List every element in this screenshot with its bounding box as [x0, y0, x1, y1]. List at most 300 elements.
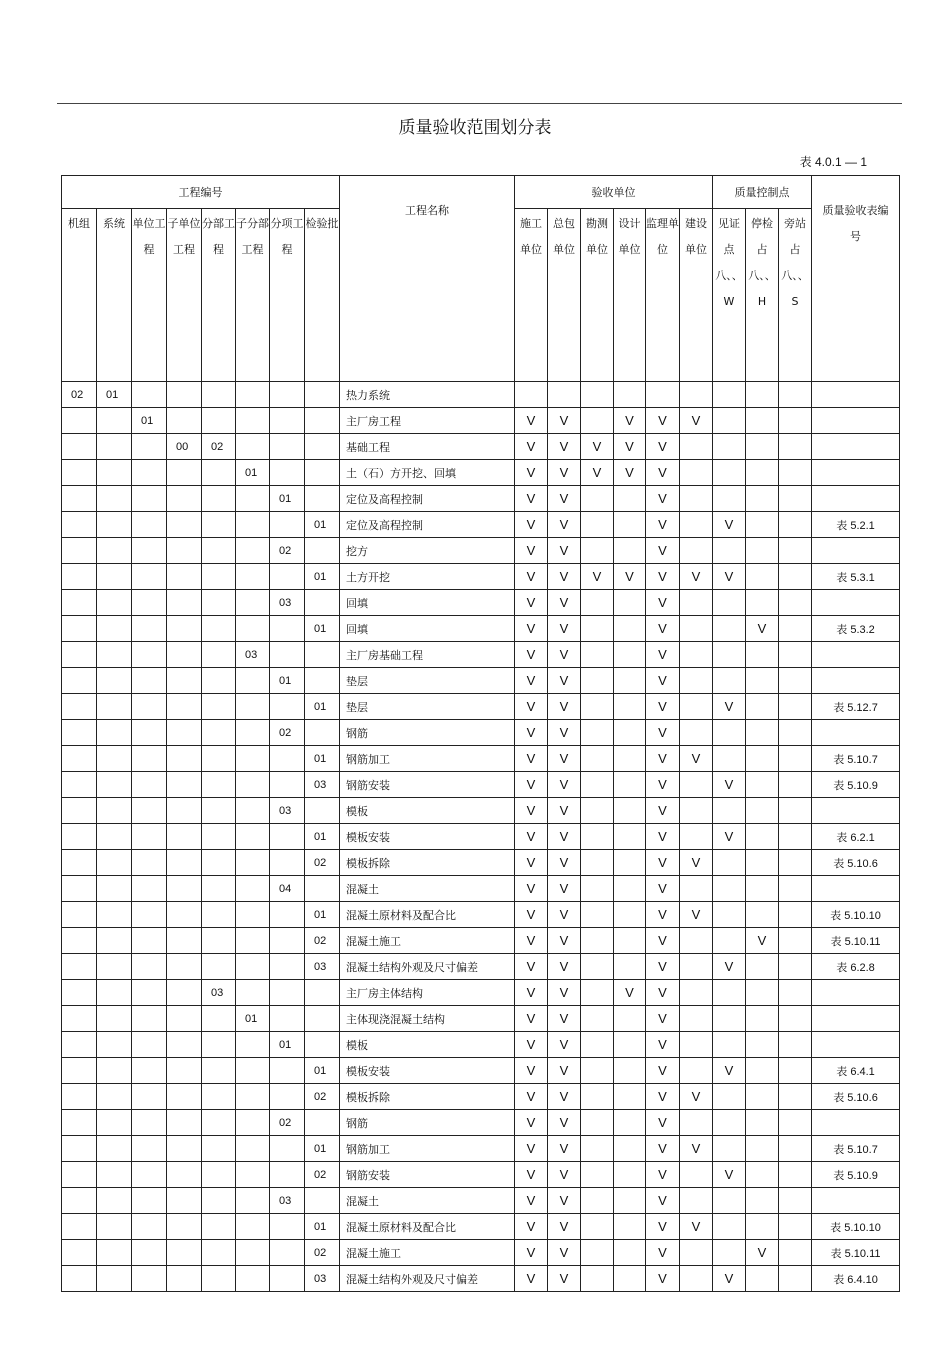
code-cell-item: 02 — [270, 538, 305, 564]
code-cell-sub-part — [236, 512, 270, 538]
form-number-cell — [812, 668, 900, 694]
table-row — [62, 746, 900, 772]
code-cell-sub-part — [236, 694, 270, 720]
table-row — [62, 1188, 900, 1214]
code-cell-system — [97, 954, 132, 980]
code-cell-unit-project — [132, 824, 167, 850]
code-cell-part — [202, 798, 236, 824]
code-cell-sub-unit — [167, 538, 202, 564]
project-name-cell: 回填 — [340, 616, 515, 642]
check-cell-owner — [680, 590, 713, 616]
check-cell-witness — [713, 486, 746, 512]
code-cell-system — [97, 434, 132, 460]
code-cell-unit-project — [132, 434, 167, 460]
check-cell-witness — [713, 590, 746, 616]
check-cell-owner — [680, 460, 713, 486]
form-number-cell: 表 5.10.6 — [812, 850, 900, 876]
check-cell-construction: V — [515, 824, 548, 850]
code-cell-sub-unit — [167, 980, 202, 1006]
code-cell-sub-unit — [167, 1188, 202, 1214]
form-number-cell — [812, 642, 900, 668]
check-cell-hold: V — [746, 1240, 779, 1266]
table-row — [62, 798, 900, 824]
check-cell-survey — [581, 1240, 614, 1266]
check-cell-survey — [581, 512, 614, 538]
project-name-cell: 混凝土原材料及配合比 — [340, 1214, 515, 1240]
code-cell-system — [97, 642, 132, 668]
check-cell-owner — [680, 824, 713, 850]
check-cell-general-contractor: V — [548, 980, 581, 1006]
project-name-cell: 混凝土原材料及配合比 — [340, 902, 515, 928]
check-cell-hold — [746, 772, 779, 798]
code-cell-unit-project — [132, 772, 167, 798]
check-cell-witness — [713, 408, 746, 434]
form-number-cell: 表 5.10.11 — [812, 1240, 900, 1266]
check-cell-owner — [680, 876, 713, 902]
check-cell-owner — [680, 720, 713, 746]
header-general-contractor: 总包单位 — [548, 209, 581, 382]
code-cell-unit-project — [132, 564, 167, 590]
code-cell-unit — [62, 850, 97, 876]
check-cell-owner — [680, 486, 713, 512]
code-cell-item — [270, 746, 305, 772]
check-cell-standby — [779, 1006, 812, 1032]
code-cell-part — [202, 772, 236, 798]
code-cell-unit — [62, 1032, 97, 1058]
check-cell-construction: V — [515, 902, 548, 928]
check-cell-construction: V — [515, 408, 548, 434]
check-cell-construction — [515, 382, 548, 408]
code-cell-unit — [62, 434, 97, 460]
check-cell-construction: V — [515, 486, 548, 512]
project-name-cell: 定位及高程控制 — [340, 512, 515, 538]
check-cell-witness: V — [713, 772, 746, 798]
check-cell-design — [614, 928, 646, 954]
check-cell-owner — [680, 1240, 713, 1266]
code-cell-unit — [62, 538, 97, 564]
check-cell-hold — [746, 876, 779, 902]
check-cell-general-contractor: V — [548, 694, 581, 720]
code-cell-part — [202, 1084, 236, 1110]
check-cell-supervision: V — [646, 434, 680, 460]
code-cell-sub-part — [236, 902, 270, 928]
check-cell-construction: V — [515, 1214, 548, 1240]
check-cell-standby — [779, 538, 812, 564]
code-cell-sub-unit — [167, 564, 202, 590]
code-cell-item — [270, 928, 305, 954]
code-cell-lot: 01 — [305, 1214, 340, 1240]
check-cell-hold — [746, 564, 779, 590]
code-cell-sub-part — [236, 1136, 270, 1162]
header-unit-project: 单位工程 — [132, 209, 167, 382]
check-cell-owner — [680, 772, 713, 798]
check-cell-standby — [779, 1266, 812, 1292]
header-item-project: 分项工程 — [270, 209, 305, 382]
check-cell-design — [614, 1214, 646, 1240]
code-cell-unit-project — [132, 1084, 167, 1110]
code-cell-unit — [62, 1084, 97, 1110]
check-cell-owner: V — [680, 1136, 713, 1162]
check-cell-survey — [581, 1266, 614, 1292]
code-cell-lot — [305, 980, 340, 1006]
code-cell-unit — [62, 954, 97, 980]
table-row — [62, 616, 900, 642]
code-cell-sub-part — [236, 486, 270, 512]
check-cell-standby — [779, 1188, 812, 1214]
form-number-cell: 表 5.10.7 — [812, 1136, 900, 1162]
code-cell-unit — [62, 616, 97, 642]
header-supervision-unit: 监理单位 — [646, 209, 680, 382]
check-cell-hold — [746, 408, 779, 434]
check-cell-supervision: V — [646, 460, 680, 486]
check-cell-general-contractor: V — [548, 902, 581, 928]
header-acceptance-units: 验收单位 — [515, 176, 713, 209]
check-cell-hold — [746, 1110, 779, 1136]
check-cell-construction: V — [515, 746, 548, 772]
check-cell-survey — [581, 1214, 614, 1240]
check-cell-survey — [581, 694, 614, 720]
check-cell-design: V — [614, 980, 646, 1006]
check-cell-witness: V — [713, 1266, 746, 1292]
project-name-cell: 模板安装 — [340, 1058, 515, 1084]
table-row — [62, 1058, 900, 1084]
check-cell-standby — [779, 486, 812, 512]
code-cell-sub-part — [236, 1214, 270, 1240]
code-cell-unit-project — [132, 382, 167, 408]
check-cell-owner — [680, 616, 713, 642]
code-cell-item — [270, 1266, 305, 1292]
check-cell-construction: V — [515, 538, 548, 564]
code-cell-sub-part: 01 — [236, 460, 270, 486]
form-number-cell — [812, 382, 900, 408]
form-number-cell — [812, 590, 900, 616]
check-cell-general-contractor: V — [548, 772, 581, 798]
code-cell-lot: 01 — [305, 824, 340, 850]
check-cell-construction: V — [515, 850, 548, 876]
code-cell-item — [270, 980, 305, 1006]
check-cell-standby — [779, 694, 812, 720]
acceptance-scope-table — [61, 175, 900, 1292]
check-cell-general-contractor: V — [548, 642, 581, 668]
form-number-cell: 表 5.10.9 — [812, 772, 900, 798]
code-cell-unit — [62, 980, 97, 1006]
check-cell-owner — [680, 1006, 713, 1032]
code-cell-item — [270, 616, 305, 642]
code-cell-item: 01 — [270, 486, 305, 512]
code-cell-unit — [62, 590, 97, 616]
table-row — [62, 720, 900, 746]
code-cell-system — [97, 616, 132, 642]
check-cell-construction: V — [515, 980, 548, 1006]
code-cell-unit — [62, 1006, 97, 1032]
code-cell-lot: 01 — [305, 1058, 340, 1084]
code-cell-sub-part — [236, 382, 270, 408]
check-cell-owner — [680, 1188, 713, 1214]
code-cell-sub-part — [236, 1240, 270, 1266]
table-row — [62, 694, 900, 720]
code-cell-lot — [305, 460, 340, 486]
code-cell-lot — [305, 1032, 340, 1058]
check-cell-hold — [746, 1058, 779, 1084]
code-cell-system — [97, 1240, 132, 1266]
check-cell-hold — [746, 486, 779, 512]
check-cell-witness — [713, 460, 746, 486]
check-cell-general-contractor: V — [548, 434, 581, 460]
check-cell-owner — [680, 798, 713, 824]
code-cell-item — [270, 1084, 305, 1110]
project-name-cell: 土（石）方开挖、回填 — [340, 460, 515, 486]
code-cell-sub-unit — [167, 1110, 202, 1136]
check-cell-design — [614, 902, 646, 928]
check-cell-construction: V — [515, 1188, 548, 1214]
code-cell-unit-project — [132, 590, 167, 616]
code-cell-sub-unit — [167, 642, 202, 668]
code-cell-item — [270, 382, 305, 408]
check-cell-standby — [779, 1110, 812, 1136]
code-cell-unit-project — [132, 876, 167, 902]
code-cell-lot — [305, 434, 340, 460]
code-cell-part — [202, 512, 236, 538]
code-cell-sub-unit — [167, 512, 202, 538]
code-cell-system — [97, 980, 132, 1006]
check-cell-design — [614, 1240, 646, 1266]
check-cell-supervision: V — [646, 1188, 680, 1214]
code-cell-sub-part — [236, 1188, 270, 1214]
check-cell-standby — [779, 460, 812, 486]
table-row — [62, 564, 900, 590]
code-cell-lot — [305, 642, 340, 668]
form-number-cell: 表 5.2.1 — [812, 512, 900, 538]
code-cell-unit-project: 01 — [132, 408, 167, 434]
check-cell-witness — [713, 1240, 746, 1266]
code-cell-item — [270, 642, 305, 668]
code-cell-unit — [62, 1162, 97, 1188]
table-row — [62, 486, 900, 512]
code-cell-unit — [62, 772, 97, 798]
check-cell-supervision: V — [646, 720, 680, 746]
check-cell-standby — [779, 408, 812, 434]
code-cell-lot — [305, 538, 340, 564]
header-design-unit: 设计单位 — [614, 209, 646, 382]
code-cell-sub-part — [236, 1110, 270, 1136]
code-cell-item: 02 — [270, 1110, 305, 1136]
code-cell-part — [202, 1058, 236, 1084]
check-cell-construction: V — [515, 590, 548, 616]
header-standby-point: 旁站占八、、S — [779, 209, 812, 382]
check-cell-witness — [713, 668, 746, 694]
form-number-cell: 表 5.10.11 — [812, 928, 900, 954]
check-cell-design — [614, 668, 646, 694]
check-cell-supervision: V — [646, 538, 680, 564]
check-cell-survey — [581, 902, 614, 928]
check-cell-witness — [713, 928, 746, 954]
check-cell-standby — [779, 954, 812, 980]
check-cell-witness — [713, 1084, 746, 1110]
check-cell-hold — [746, 460, 779, 486]
project-name-cell: 回填 — [340, 590, 515, 616]
code-cell-unit: 02 — [62, 382, 97, 408]
check-cell-supervision: V — [646, 1240, 680, 1266]
header-construction-unit: 施工单位 — [515, 209, 548, 382]
code-cell-lot — [305, 408, 340, 434]
code-cell-system — [97, 902, 132, 928]
code-cell-sub-unit — [167, 1162, 202, 1188]
code-cell-unit — [62, 798, 97, 824]
form-number-cell — [812, 1032, 900, 1058]
check-cell-witness: V — [713, 954, 746, 980]
header-unit: 机组 — [62, 209, 97, 382]
header-system: 系统 — [97, 209, 132, 382]
check-cell-standby — [779, 1084, 812, 1110]
code-cell-sub-part — [236, 720, 270, 746]
code-cell-item — [270, 1240, 305, 1266]
code-cell-sub-part — [236, 850, 270, 876]
check-cell-supervision: V — [646, 668, 680, 694]
form-number-cell — [812, 798, 900, 824]
code-cell-sub-unit — [167, 486, 202, 512]
header-project-name: 工程名称 — [340, 176, 515, 382]
form-number-cell: 表 5.12.7 — [812, 694, 900, 720]
check-cell-design — [614, 876, 646, 902]
check-cell-survey — [581, 408, 614, 434]
check-cell-hold — [746, 590, 779, 616]
check-cell-construction: V — [515, 772, 548, 798]
code-cell-part — [202, 1188, 236, 1214]
check-cell-design — [614, 1032, 646, 1058]
code-cell-unit — [62, 1058, 97, 1084]
check-cell-survey: V — [581, 460, 614, 486]
code-cell-system — [97, 1032, 132, 1058]
code-cell-part — [202, 824, 236, 850]
code-cell-sub-part — [236, 1058, 270, 1084]
table-row — [62, 1006, 900, 1032]
header-owner-unit: 建设单位 — [680, 209, 713, 382]
project-name-cell: 主厂房主体结构 — [340, 980, 515, 1006]
code-cell-unit-project — [132, 902, 167, 928]
code-cell-system — [97, 1110, 132, 1136]
code-cell-sub-unit — [167, 1266, 202, 1292]
code-cell-lot — [305, 798, 340, 824]
check-cell-standby — [779, 850, 812, 876]
check-cell-witness: V — [713, 824, 746, 850]
check-cell-general-contractor: V — [548, 668, 581, 694]
code-cell-unit-project — [132, 1266, 167, 1292]
check-cell-design — [614, 590, 646, 616]
check-cell-survey — [581, 746, 614, 772]
check-cell-owner — [680, 1032, 713, 1058]
project-name-cell: 钢筋安装 — [340, 772, 515, 798]
form-number-cell — [812, 720, 900, 746]
check-cell-hold — [746, 1188, 779, 1214]
check-cell-survey: V — [581, 434, 614, 460]
code-cell-unit-project — [132, 616, 167, 642]
table-row — [62, 928, 900, 954]
code-cell-unit — [62, 408, 97, 434]
table-row — [62, 954, 900, 980]
check-cell-design — [614, 1266, 646, 1292]
check-cell-owner — [680, 1058, 713, 1084]
code-cell-lot: 01 — [305, 512, 340, 538]
code-cell-item — [270, 1214, 305, 1240]
code-cell-item — [270, 902, 305, 928]
check-cell-owner — [680, 538, 713, 564]
code-cell-unit-project — [132, 928, 167, 954]
code-cell-system — [97, 1214, 132, 1240]
check-cell-hold — [746, 850, 779, 876]
check-cell-supervision: V — [646, 876, 680, 902]
code-cell-sub-part — [236, 564, 270, 590]
project-name-cell: 主厂房工程 — [340, 408, 515, 434]
check-cell-witness — [713, 798, 746, 824]
code-cell-unit — [62, 1240, 97, 1266]
code-cell-part — [202, 1006, 236, 1032]
check-cell-witness — [713, 538, 746, 564]
check-cell-supervision: V — [646, 590, 680, 616]
check-cell-hold: V — [746, 928, 779, 954]
check-cell-hold — [746, 1266, 779, 1292]
table-row — [62, 460, 900, 486]
check-cell-survey — [581, 538, 614, 564]
form-number-cell: 表 6.2.8 — [812, 954, 900, 980]
code-cell-unit — [62, 1214, 97, 1240]
code-cell-part — [202, 486, 236, 512]
code-cell-part — [202, 1136, 236, 1162]
project-name-cell: 钢筋 — [340, 720, 515, 746]
page-title: 质量验收范围划分表 — [398, 118, 552, 138]
check-cell-design — [614, 772, 646, 798]
check-cell-survey — [581, 1162, 614, 1188]
code-cell-lot: 03 — [305, 954, 340, 980]
code-cell-unit — [62, 824, 97, 850]
check-cell-survey — [581, 1032, 614, 1058]
check-cell-construction: V — [515, 1136, 548, 1162]
code-cell-sub-unit — [167, 694, 202, 720]
project-name-cell: 模板 — [340, 798, 515, 824]
check-cell-hold — [746, 824, 779, 850]
check-cell-survey — [581, 850, 614, 876]
code-cell-item — [270, 772, 305, 798]
check-cell-standby — [779, 590, 812, 616]
code-cell-system — [97, 876, 132, 902]
project-name-cell: 模板安装 — [340, 824, 515, 850]
project-name-cell: 定位及高程控制 — [340, 486, 515, 512]
check-cell-supervision — [646, 382, 680, 408]
code-cell-unit-project — [132, 720, 167, 746]
code-cell-part — [202, 1240, 236, 1266]
check-cell-witness — [713, 980, 746, 1006]
check-cell-general-contractor: V — [548, 1084, 581, 1110]
code-cell-sub-unit — [167, 954, 202, 980]
table-row — [62, 1084, 900, 1110]
check-cell-construction: V — [515, 694, 548, 720]
code-cell-lot: 03 — [305, 1266, 340, 1292]
form-number-cell: 表 5.10.10 — [812, 902, 900, 928]
check-cell-hold — [746, 1006, 779, 1032]
check-cell-general-contractor: V — [548, 954, 581, 980]
check-cell-supervision: V — [646, 928, 680, 954]
check-cell-general-contractor: V — [548, 1188, 581, 1214]
code-cell-sub-unit — [167, 1214, 202, 1240]
code-cell-unit-project — [132, 746, 167, 772]
check-cell-supervision: V — [646, 772, 680, 798]
check-cell-witness — [713, 616, 746, 642]
code-cell-lot: 01 — [305, 746, 340, 772]
check-cell-owner: V — [680, 902, 713, 928]
code-cell-lot: 02 — [305, 928, 340, 954]
code-cell-sub-unit — [167, 1240, 202, 1266]
code-cell-sub-unit — [167, 746, 202, 772]
check-cell-owner — [680, 1266, 713, 1292]
